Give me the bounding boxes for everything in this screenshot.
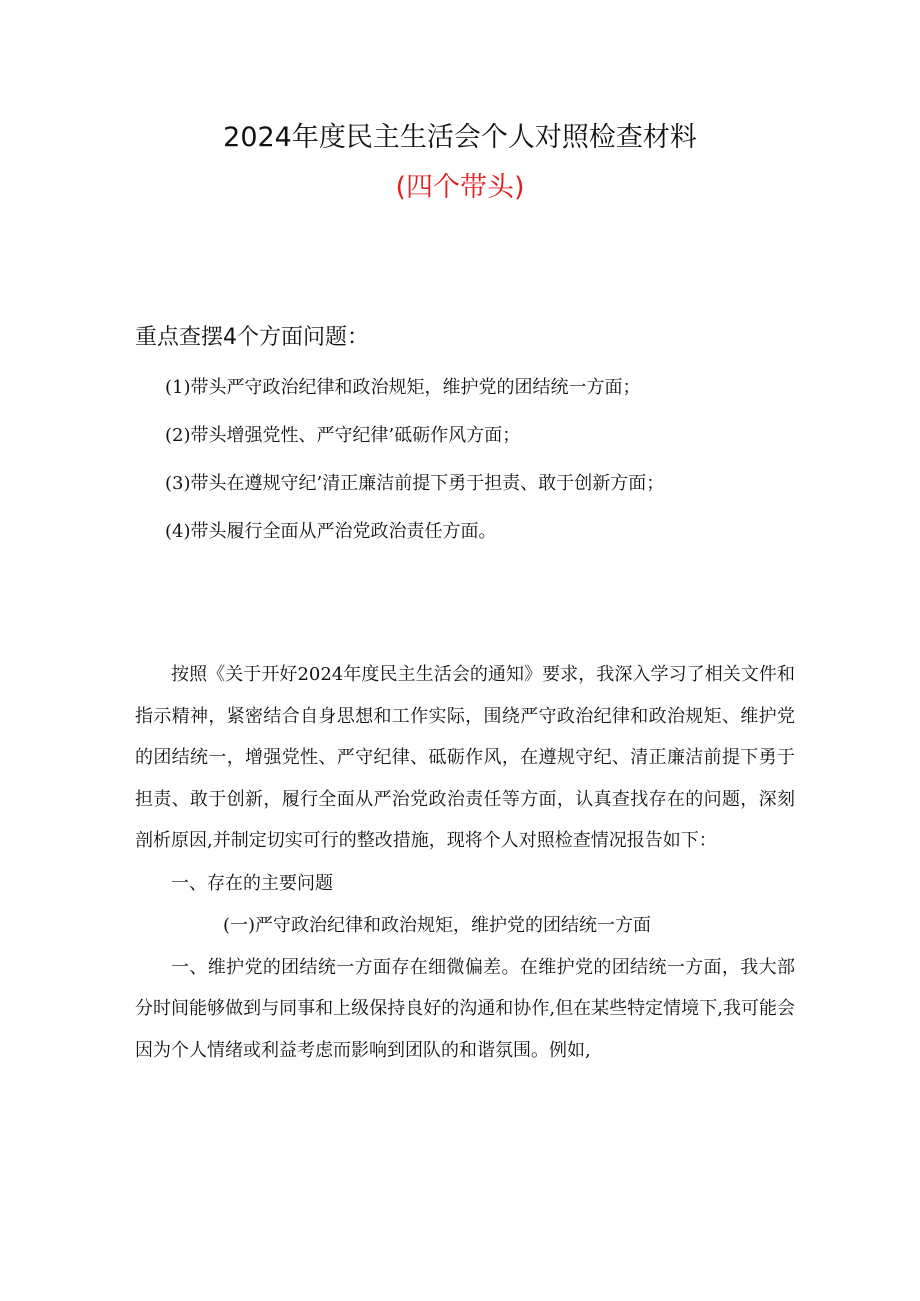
section-one-heading: 一、存在的主要问题 — [171, 872, 333, 894]
intro-paragraph: 按照《关于开好2024年度民主生活会的通知》要求，我深入学习了相关文件和指示精神，紧密结合自身思想和工作实际，围绕严守政治纪律和政治规矩、维护党的团结统一，增强党性、严守纪律、砥砺作风，在遵规守纪、清正廉洁前提下勇于担责、敢于创新，履行全面从严治党政治责任等方面，认真查找存在的问题，深刻剖析原因,并制定切实可行的整改措施，现将个人对照检查情况报告如下： — [135, 664, 795, 851]
point-one-paragraph: 一、维护党的团结统一方面存在细微偏差。在维护党的团结统一方面，我大部分时间能够做到与同事和上级保持良好的沟通和协作,但在某些特定情境下,我可能会因为个人情绪或利益考虑而影响到团队的和谐氛围。例如, — [135, 956, 795, 1061]
focus-list — [165, 370, 664, 562]
focus-item-1: (1)带头严守政治纪律和政治规矩，维护党的团结统一方面； — [165, 377, 641, 398]
focus-heading: 重点查摆4个方面问题： — [135, 325, 369, 350]
body-text — [135, 654, 795, 1071]
subsection-one-heading: (一)严守政治纪律和政治规矩，维护党的团结统一方面 — [223, 915, 652, 936]
focus-item-4: (4)带头履行全面从严治党政治责任方面。 — [165, 521, 497, 542]
focus-item-2: (2)带头增强党性、严守纪律’砥砺作风方面； — [165, 425, 521, 446]
focus-item-3: (3)带头在遵规守纪’清正廉洁前提下勇于担责、敢于创新方面； — [165, 473, 665, 494]
document-title: 2024年度民主生活会个人对照检查材料 — [223, 122, 697, 153]
document-subtitle: (四个带头) — [395, 172, 525, 203]
